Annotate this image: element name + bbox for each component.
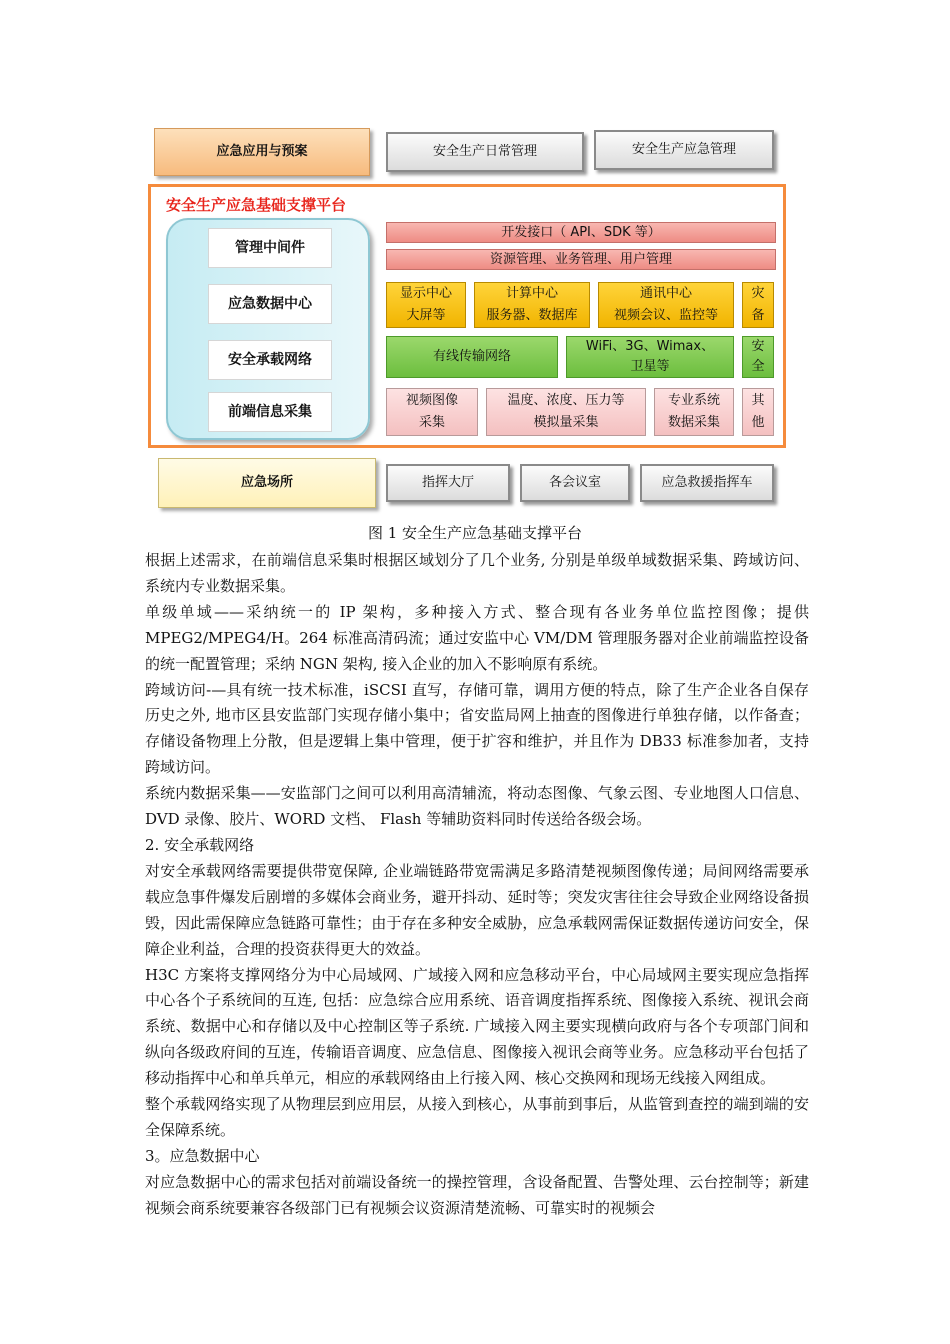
emergency-application-box: 应急应用与预案 [154,128,370,176]
pro-system-capture-box [654,388,734,436]
other-char1: 其 [751,393,765,408]
paragraph: 整个承载网络实现了从物理层到应用层，从接入到核心，从事前到事后，从监管到查控的端到端的安全保障系统。 [145,1095,809,1139]
paragraph: H3C 方案将支撑网络分为中心局域网、广域接入网和应急移动平台，中心局域网主要实现应急指挥中心各个子系统间的互连, 包括：应急综合应用系统、语音调度指挥系统、图像接入系统、视讯会商系统、数据中心和存储以及中心控制区等子系统. 广域接入网主要实现横向政府与各个专项部门间和纵向各级政府间的互连，传输语音调度、应急信息、图像接入视讯会商等业务。应急移动平台包括了移动指挥中心和单兵单元，相应的承载网络由上行接入网、核心交换网和现场无线接入网组成。 [145,965,809,1088]
paragraph: 根据上述需求，在前端信息采集时根据区域划分了几个业务, 分别是单级单域数据采集、跨域访问、系统内专业数据采集。 [145,551,809,595]
wireless-network-box [566,336,734,378]
layer-middleware: 管理中间件 [208,228,332,268]
other-char2: 他 [751,415,765,430]
wireless-network-line1: WiFi、3G、Wimax、 [585,339,715,354]
disaster-backup-char2: 备 [751,308,765,323]
body-text [145,548,809,1222]
security-char1: 安 [751,339,765,354]
command-vehicle-box: 应急救援指挥车 [640,464,774,502]
paragraph: 系统内数据采集——安监部门之间可以利用高清辅流，将动态图像、气象云图、专业地图人口信息、DVD 录像、胶片、WORD 文档、 Flash 等辅助资料同时传送给各级会场。 [145,784,809,829]
layer-collection: 前端信息采集 [208,392,332,432]
figure-caption: 图 1 安全生产应急基础支撑平台 [367,524,583,542]
paragraph: 对安全承载网络需要提供带宽保障, 企业端链路带宽需满足多路清楚视频图像传递；局间网络需要承载应急事件爆发后剧增的多媒体会商业务，避开抖动、延时等；突发灾害往往会导致企业网络设备损毁，因此需保障应急链路可靠性；由于存在多种安全威胁，应急承载网需保证数据传递访问安全，保障企业利益，合理的投资获得更大的效益。 [145,861,809,958]
video-capture-line2: 采集 [418,415,445,430]
compute-center-title: 计算中心 [505,286,558,301]
comm-center-title: 通讯中心 [639,286,692,301]
dev-interface-bar: 开发接口（ API、SDK 等） [386,222,776,243]
analog-capture-box [486,388,646,436]
other-box [742,388,774,436]
meeting-rooms-box: 各会议室 [520,464,630,502]
emergency-management-box: 安全生产应急管理 [594,130,774,170]
display-center-box [386,282,466,328]
compute-center-box [474,282,590,328]
analog-capture-line2: 模拟量采集 [533,415,599,430]
resource-management-bar: 资源管理、业务管理、用户管理 [386,249,776,270]
analog-capture-line1: 温度、浓度、压力等 [507,393,625,408]
daily-management-box: 安全生产日常管理 [386,132,584,172]
pro-system-line1: 专业系统 [667,393,720,408]
video-capture-box [386,388,478,436]
disaster-backup-char1: 灾 [751,286,765,301]
comm-center-detail: 视频会议、监控等 [613,308,718,323]
wired-network-box: 有线传输网络 [386,336,558,378]
paragraph: 对应急数据中心的需求包括对前端设备统一的操控管理，含设备配置、告警处理、云台控制等；新建视频会商系统要兼容各级部门已有视频会议资源清楚流畅、可靠实时的视频会 [145,1172,809,1217]
layer-data-center: 应急数据中心 [208,284,332,324]
platform-diagram [148,122,788,514]
emergency-site-box: 应急场所 [158,458,376,508]
platform-title: 安全生产应急基础支撑平台 [166,196,347,214]
section-heading: 2. 安全承载网络 [145,835,255,854]
display-center-detail: 大屏等 [406,308,446,323]
security-box [742,336,774,378]
display-center-title: 显示中心 [399,286,452,301]
compute-center-detail: 服务器、数据库 [486,308,578,323]
video-capture-line1: 视频图像 [405,393,458,408]
wireless-network-line2: 卫星等 [630,359,670,374]
pro-system-line2: 数据采集 [667,415,720,430]
security-char2: 全 [751,359,765,374]
paragraph: 单级单域——采纳统一的 IP 架构，多种接入方式、整合现有各业务单位监控图像；提供 MPEG2/MPEG4/H。264 标准高清码流；通过安监中心 VM/DM 管理服务器对企业前端监控设备的统一配置管理；采纳 NGN 架构, 接入企业的加入不影响原有系统。 [145,602,809,673]
layer-network: 安全承载网络 [208,340,332,380]
command-hall-box: 指挥大厅 [386,464,510,502]
comm-center-box [598,282,734,328]
paragraph: 跨域访问-—具有统一技术标准，iSCSI 直写，存储可靠，调用方便的特点，除了生产企业各自保存历史之外, 地市区县安监部门实现存储小集中；省安监局网上抽查的图像进行单独存储，以作备查；存储设备物理上分散，但是逻辑上集中管理，便于扩容和维护，并且作为 DB33 标准参加者，支持跨域访问。 [145,680,809,777]
section-heading: 3。应急数据中心 [145,1146,260,1165]
disaster-backup-box [742,282,774,328]
